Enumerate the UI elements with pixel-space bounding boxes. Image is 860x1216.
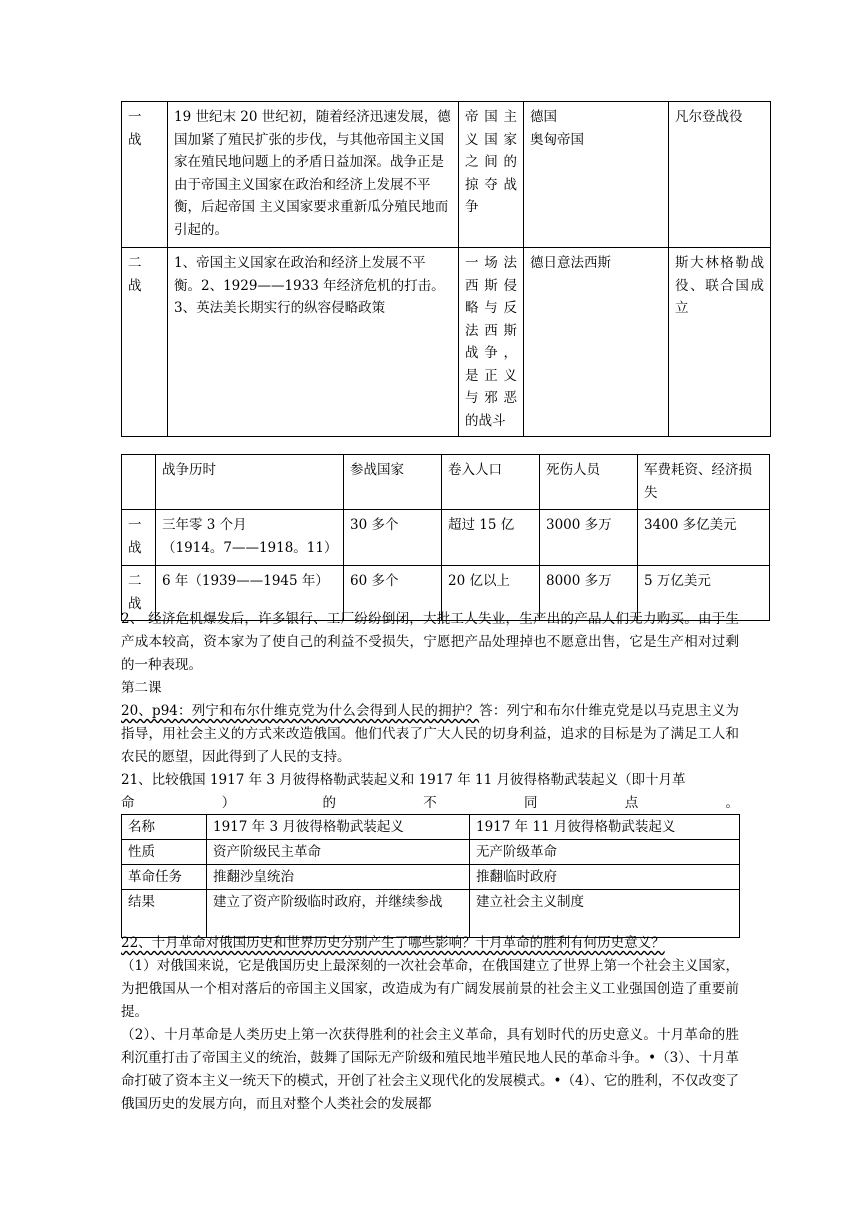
header-cell xyxy=(122,455,156,510)
table-cell: 3400 多亿美元 xyxy=(638,510,770,566)
table-cell: 3000 多万 xyxy=(540,510,638,566)
q21-word: 不 xyxy=(423,795,437,811)
header-cell: 1917 年 11 月彼得格勒武装起义 xyxy=(470,815,740,840)
battle-cell: 凡尔登战役 xyxy=(669,102,771,248)
table-cell: 20 亿以上 xyxy=(442,566,540,621)
lesson-heading: 第二课 xyxy=(121,680,162,696)
nature-cell: 帝国主义国家之间的掠夺战争 xyxy=(459,102,524,248)
table-cell: 超过 15 亿 xyxy=(442,510,540,566)
table-row xyxy=(122,890,740,938)
war-statistics-table xyxy=(121,454,770,621)
battle-cell: 斯大林格勒战役、联合国成立 xyxy=(669,248,771,437)
table-cell: 性质 xyxy=(122,840,207,865)
table-cell: 一 战 xyxy=(122,510,156,566)
q21-word: 同 xyxy=(524,795,538,811)
q21-word: 。 xyxy=(725,795,739,811)
paragraph-economic-crisis: 2、 经济危机爆发后，许多银行、工厂纷纷倒闭，大批工人失业，生产出的产品人们无力购买。由于生产成本较高，资本家为了使自己的利益不受损失，宁愿把产品处理掉也不愿意出售，它是生产相对过剩的一种表现。 xyxy=(121,611,739,673)
sources-cell: 德日意法西斯 xyxy=(524,248,669,437)
war-comparison-table xyxy=(121,101,771,437)
cause-cell: 1、帝国主义国家在政治和经济上发展不平衡。2、1929——1933 年经济危机的打击。3、英法美长期实行的纵容侵略政策 xyxy=(168,248,459,437)
table-cell: 60 多个 xyxy=(344,566,442,621)
question-22-block xyxy=(121,932,739,1116)
table-cell: 革命任务 xyxy=(122,865,207,890)
question-21-line1: 21、比较俄国 1917 年 3 月彼得格勒武装起义和 1917 年 11 月彼得格勒武装起义（即十月革 xyxy=(121,772,686,788)
table-cell: 30 多个 xyxy=(344,510,442,566)
table-cell: 6 年（1939——1945 年） xyxy=(156,566,344,621)
answer-22-part2: （2）、十月革命是人类历史上第一次获得胜利的社会主义革命，具有划时代的历史意义。十月革命的胜利沉重打击了帝国主义的统治，鼓舞了国际无产阶级和殖民地半殖民地人民的革命斗争。•（3）、十月革命打破了资本主义一统天下的模式，开创了社会主义现代化的发展模式。•（4）、它的胜利，不仅改变了俄国历史的发展方向，而且对整个人类社会的发展都 xyxy=(121,1027,739,1112)
header-cell: 死伤人员 xyxy=(540,455,638,510)
table-cell: 资产阶级民主革命 xyxy=(207,840,470,865)
sources-cell: 德国 奥匈帝国 xyxy=(524,102,669,248)
table-header-row xyxy=(122,815,740,840)
table-cell: 建立社会主义制度 xyxy=(470,890,740,938)
header-cell: 卷入人口 xyxy=(442,455,540,510)
table-row xyxy=(122,865,740,890)
table-header-row xyxy=(122,455,770,510)
answer-20-text: 答：列宁和布尔什维克党是以马克思主义为指导，用社会主义的方式来改造俄国。他们代表了广大人民的切身利益，追求的目标是为了满足工人和农民的愿望，因此得到了人民的支持。 xyxy=(121,703,740,765)
war-label-cell: 一 战 xyxy=(122,102,168,248)
q21-word: 命 xyxy=(121,795,135,811)
header-cell: 军费耗资、经济损失 xyxy=(638,455,770,510)
header-cell: 战争历时 xyxy=(156,455,344,510)
table-row xyxy=(122,840,740,865)
table-cell: 8000 多万 xyxy=(540,566,638,621)
war-label-cell: 二 战 xyxy=(122,248,168,437)
table-row xyxy=(122,510,770,566)
table-row xyxy=(122,102,771,248)
table-cell: 二 战 xyxy=(122,566,156,621)
cause-cell: 19 世纪末 20 世纪初，随着经济迅速发展，德国加紧了殖民扩张的步伐，与其他帝国主义国家在殖民地问题上的矛盾日益加深。战争正是由于帝国主义国家在政治和经济上发展不平衡，后起帝国 主义国家要求重新瓜分殖民地而引起的。 xyxy=(168,102,459,248)
question-20 xyxy=(121,700,739,769)
question-22 xyxy=(121,932,739,955)
table-cell: 推翻沙皇统治 xyxy=(207,865,470,890)
nature-cell: 一场法西斯侵略与反法西斯战争，是正义与邪恶的战斗 xyxy=(459,248,524,437)
table-cell: 无产阶级革命 xyxy=(470,840,740,865)
table-cell: 5 万亿美元 xyxy=(638,566,770,621)
question-22-text: 22、十月革命对俄国历史和世界历史分别产生了哪些影响？十月革命的胜利有何历史意义？ xyxy=(121,935,665,951)
question-21-line2 xyxy=(121,792,739,815)
answer-22-part1: （1）对俄国来说，它是俄国历史上最深刻的一次社会革命，在俄国建立了世界上第一个社会主义国家，为把俄国从一个相对落后的帝国主义国家，改造成为有广阔发展前景的社会主义工业强国创造了重要前提。 xyxy=(121,958,739,1020)
q21-word: 点 xyxy=(624,795,639,811)
header-cell: 名称 xyxy=(122,815,207,840)
question-20-text: 20、p94：列宁和布尔什维克党为什么会得到人民的拥护？ xyxy=(121,703,480,719)
table-cell: 结果 xyxy=(122,890,207,938)
q21-word: 的 xyxy=(322,795,336,811)
table-cell: 建立了资产阶级临时政府，并继续参战 xyxy=(207,890,470,938)
header-cell: 参战国家 xyxy=(344,455,442,510)
table-row xyxy=(122,248,771,437)
table-cell: 三年零 3 个月 （1914。7——1918。11） xyxy=(156,510,344,566)
table-cell: 推翻临时政府 xyxy=(470,865,740,890)
uprising-comparison-table xyxy=(121,814,740,938)
text-block xyxy=(121,608,739,815)
q21-word: ） xyxy=(221,795,236,811)
header-cell: 1917 年 3 月彼得格勒武装起义 xyxy=(207,815,470,840)
